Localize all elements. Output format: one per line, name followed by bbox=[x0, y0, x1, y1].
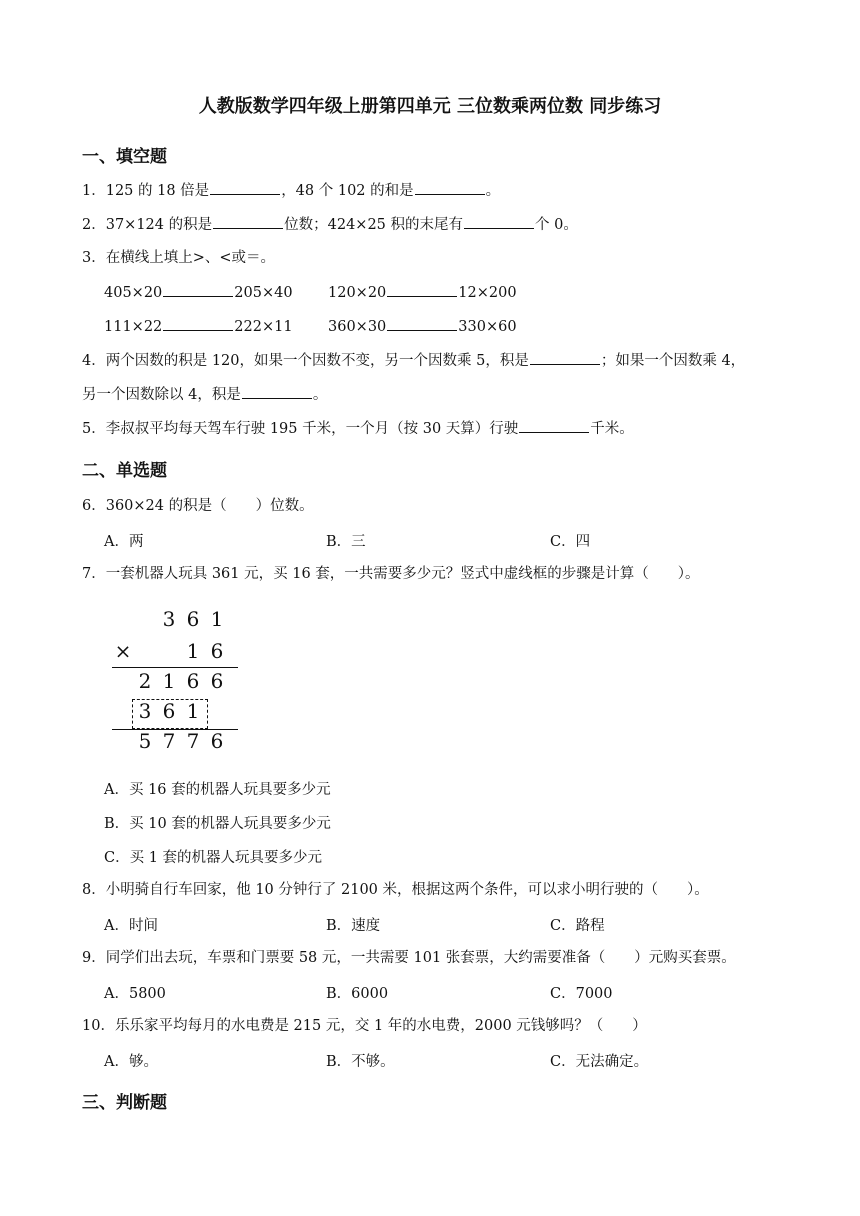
q3-expr: 120×20 bbox=[328, 285, 387, 301]
q5-blank-1[interactable] bbox=[519, 418, 589, 433]
calc-digit: 6 bbox=[210, 729, 224, 753]
q4-text-a: 4．两个因数的积是 120，如果一个因数不变，另一个因数乘 5，积是 bbox=[82, 353, 529, 369]
q3-expr: 12×200 bbox=[458, 285, 517, 301]
page-title: 人教版数学四年级上册第四单元 三位数乘两位数 同步练习 bbox=[198, 96, 662, 117]
q1-text-a: 1．125 的 18 倍是 bbox=[82, 183, 210, 199]
calc-digit: 5 bbox=[138, 729, 152, 753]
question-6: 6．360×24 的积是（ ）位数。 bbox=[82, 498, 314, 514]
q2-text-c: 个 0。 bbox=[535, 217, 578, 233]
q3-expr: 360×30 bbox=[328, 319, 387, 335]
calc-digit: 7 bbox=[162, 729, 176, 753]
calc-digit: 6 bbox=[186, 607, 200, 631]
q8-option-c[interactable]: C．路程 bbox=[550, 918, 605, 934]
calc-digit: 3 bbox=[138, 699, 152, 723]
q10-option-a[interactable]: A．够。 bbox=[104, 1054, 158, 1070]
calc-digit: 3 bbox=[162, 607, 176, 631]
q3-compare-4 bbox=[328, 316, 517, 335]
q6-option-a[interactable]: A．两 bbox=[104, 534, 144, 550]
q3-expr: 330×60 bbox=[458, 319, 517, 335]
q3-expr: 405×20 bbox=[104, 285, 163, 301]
calc-digit: 6 bbox=[162, 699, 176, 723]
q7-option-a[interactable]: A．买 16 套的机器人玩具要多少元 bbox=[104, 782, 331, 798]
q5-text-b: 千米。 bbox=[590, 421, 634, 437]
q4-text-b: ；如果一个因数乘 4， bbox=[600, 353, 746, 369]
question-2 bbox=[82, 214, 578, 235]
question-8: 8．小明骑自行车回家，他 10 分钟行了 2100 米，根据这两个条件，可以求小明行驶的（ ）。 bbox=[82, 882, 709, 898]
q4-blank-2[interactable] bbox=[242, 384, 312, 399]
q3-blank-2[interactable] bbox=[387, 282, 457, 297]
q3-blank-4[interactable] bbox=[387, 316, 457, 331]
q4-text-d: 。 bbox=[312, 387, 328, 403]
q3-expr: 111×22 bbox=[104, 319, 163, 335]
q4-blank-1[interactable] bbox=[530, 350, 600, 365]
times-sign: × bbox=[114, 639, 132, 663]
q1-blank-2[interactable] bbox=[415, 180, 485, 195]
q10-option-c[interactable]: C．无法确定。 bbox=[550, 1054, 649, 1070]
q1-text-b: ，48 个 102 的和是 bbox=[281, 183, 414, 199]
q3-expr: 222×11 bbox=[234, 319, 293, 335]
q7-option-b[interactable]: B．买 10 套的机器人玩具要多少元 bbox=[104, 816, 331, 832]
calc-digit: 6 bbox=[186, 669, 200, 693]
question-4-line-2 bbox=[82, 384, 327, 405]
section-true-false: 三、判断题 bbox=[82, 1093, 167, 1113]
q9-option-c[interactable]: C．7000 bbox=[550, 986, 613, 1002]
q2-text-b: 位数；424×25 积的末尾有 bbox=[284, 217, 464, 233]
q8-option-a[interactable]: A．时间 bbox=[104, 918, 158, 934]
calc-digit: 1 bbox=[162, 669, 176, 693]
calc-digit: 1 bbox=[186, 639, 200, 663]
question-1 bbox=[82, 180, 500, 201]
section-fill-blank: 一、填空题 bbox=[82, 147, 167, 167]
q4-text-c: 另一个因数除以 4，积是 bbox=[82, 387, 241, 403]
q6-option-c[interactable]: C．四 bbox=[550, 534, 591, 550]
section-single-choice: 二、单选题 bbox=[82, 461, 167, 481]
q9-option-a[interactable]: A．5800 bbox=[104, 986, 166, 1002]
q8-option-b[interactable]: B．速度 bbox=[326, 918, 381, 934]
question-3: 3．在横线上填上>、<或＝。 bbox=[82, 250, 276, 266]
q2-blank-2[interactable] bbox=[464, 214, 534, 229]
q9-option-b[interactable]: B．6000 bbox=[326, 986, 389, 1002]
q1-blank-1[interactable] bbox=[210, 180, 280, 195]
q3-blank-1[interactable] bbox=[163, 282, 233, 297]
q5-text-a: 5．李叔叔平均每天驾车行驶 195 千米，一个月（按 30 天算）行驶 bbox=[82, 421, 519, 437]
q3-compare-1 bbox=[104, 282, 293, 301]
question-4-line-1 bbox=[82, 350, 745, 371]
calc-digit: 1 bbox=[186, 699, 200, 723]
q2-text-a: 2．37×124 的积是 bbox=[82, 217, 213, 233]
q7-option-c[interactable]: C．买 1 套的机器人玩具要多少元 bbox=[104, 850, 323, 866]
q3-compare-3 bbox=[104, 316, 293, 335]
q3-expr: 205×40 bbox=[234, 285, 293, 301]
q3-blank-3[interactable] bbox=[163, 316, 233, 331]
question-9: 9．同学们出去玩，车票和门票要 58 元，一共需要 101 张套票，大约需要准备（ ）元购买套票。 bbox=[82, 950, 736, 966]
q10-option-b[interactable]: B．不够。 bbox=[326, 1054, 395, 1070]
q2-blank-1[interactable] bbox=[213, 214, 283, 229]
calc-line-1 bbox=[112, 667, 238, 668]
q3-compare-2 bbox=[328, 282, 517, 301]
calc-digit: 1 bbox=[210, 607, 224, 631]
question-10: 10．乐乐家平均每月的水电费是 215 元，交 1 年的水电费，2000 元钱够吗？（ ） bbox=[82, 1018, 647, 1034]
q6-option-b[interactable]: B．三 bbox=[326, 534, 366, 550]
vertical-multiplication bbox=[108, 605, 238, 755]
question-5 bbox=[82, 418, 634, 439]
q1-text-c: 。 bbox=[485, 183, 501, 199]
calc-digit: 2 bbox=[138, 669, 152, 693]
calc-digit: 7 bbox=[186, 729, 200, 753]
question-7: 7．一套机器人玩具 361 元，买 16 套，一共需要多少元？竖式中虚线框的步骤是计算（ ）。 bbox=[82, 566, 700, 582]
calc-digit: 6 bbox=[210, 639, 224, 663]
calc-digit: 6 bbox=[210, 669, 224, 693]
